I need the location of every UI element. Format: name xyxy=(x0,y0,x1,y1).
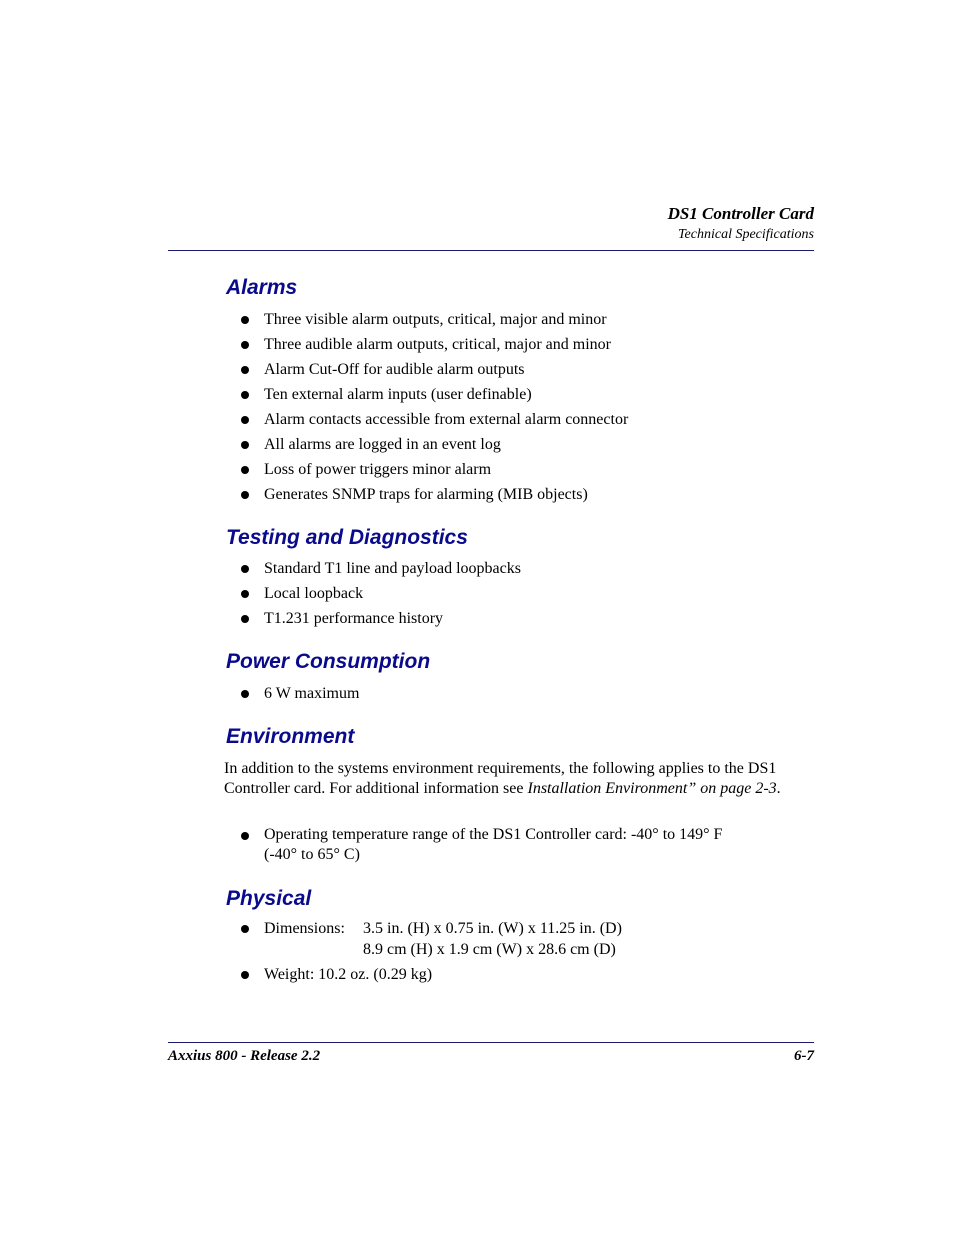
environment-heading: Environment xyxy=(226,725,355,748)
list-item xyxy=(240,407,800,432)
list-item-text: Loss of power triggers minor alarm xyxy=(264,461,492,478)
paragraph-end: . xyxy=(776,780,781,797)
environment-paragraph xyxy=(224,759,814,799)
physical-heading: Physical xyxy=(226,887,312,910)
list-item xyxy=(240,382,800,407)
list-item-text: Generates SNMP traps for alarming (MIB objects) xyxy=(264,486,588,503)
testing-heading: Testing and Diagnostics xyxy=(226,526,468,549)
header-title: DS1 Controller Card xyxy=(667,204,814,223)
list-item xyxy=(240,482,800,507)
dimensions-metric: 8.9 cm (H) x 1.9 cm (W) x 28.6 cm (D) xyxy=(363,941,616,958)
bullet-icon xyxy=(241,690,249,698)
dimensions-imperial: 3.5 in. (H) x 0.75 in. (W) x 11.25 in. (D) xyxy=(363,920,622,937)
bullet-icon xyxy=(241,416,249,424)
bullet-icon xyxy=(241,491,249,499)
bullet-icon xyxy=(241,466,249,474)
alarms-list xyxy=(240,307,800,507)
paragraph-text: In addition to the systems environment requirements, the following applies to the DS1 Controller card. For additional information see xyxy=(224,760,777,797)
temperature-celsius: (-40° to 65° C) xyxy=(264,846,360,863)
alarms-heading: Alarms xyxy=(226,276,298,299)
list-item xyxy=(240,332,800,357)
list-item-text: All alarms are logged in an event log xyxy=(264,436,501,453)
list-item xyxy=(240,581,800,606)
list-item xyxy=(240,825,800,865)
list-item-text: 6 W maximum xyxy=(264,685,360,702)
dimensions-spacer xyxy=(264,939,363,960)
power-heading: Power Consumption xyxy=(226,650,431,673)
bullet-icon xyxy=(241,971,249,979)
list-item-text: Ten external alarm inputs (user definable) xyxy=(264,386,532,403)
testing-list xyxy=(240,556,800,631)
list-item xyxy=(240,681,800,706)
environment-list xyxy=(240,825,800,865)
list-item-text: Alarm Cut-Off for audible alarm outputs xyxy=(264,361,525,378)
bullet-icon xyxy=(241,565,249,573)
footer-product: Axxius 800 - Release 2.2 xyxy=(168,1048,321,1064)
list-item xyxy=(240,962,800,987)
bullet-icon xyxy=(241,590,249,598)
weight-text: Weight: 10.2 oz. (0.29 kg) xyxy=(264,966,433,983)
list-item-text: Three audible alarm outputs, critical, major and minor xyxy=(264,336,611,353)
header-rule xyxy=(168,250,814,251)
list-item-text: Alarm contacts accessible from external alarm connector xyxy=(264,411,629,428)
footer-rule xyxy=(168,1042,814,1043)
list-item-text: T1.231 performance history xyxy=(264,610,444,627)
physical-list xyxy=(240,918,800,987)
list-item xyxy=(240,357,800,382)
bullet-icon xyxy=(241,832,249,840)
page-number: 6-7 xyxy=(794,1048,814,1064)
list-item xyxy=(240,606,800,631)
power-list xyxy=(240,681,800,706)
list-item-text: Standard T1 line and payload loopbacks xyxy=(264,560,521,577)
cross-reference: Installation Environment” on page 2-3 xyxy=(527,780,777,797)
dimensions-label: Dimensions: xyxy=(264,920,345,937)
dimensions-row-metric xyxy=(264,939,800,960)
list-item xyxy=(240,918,800,960)
list-item-text: Local loopback xyxy=(264,585,364,602)
list-item xyxy=(240,556,800,581)
bullet-icon xyxy=(241,366,249,374)
bullet-icon xyxy=(241,441,249,449)
list-item xyxy=(240,307,800,332)
bullet-icon xyxy=(241,316,249,324)
bullet-icon xyxy=(241,341,249,349)
list-item xyxy=(240,457,800,482)
bullet-icon xyxy=(241,615,249,623)
bullet-icon xyxy=(241,925,249,933)
header-subtitle: Technical Specifications xyxy=(678,227,814,242)
bullet-icon xyxy=(241,391,249,399)
list-item-text: Three visible alarm outputs, critical, major and minor xyxy=(264,311,607,328)
list-item xyxy=(240,432,800,457)
dimensions-row xyxy=(264,918,800,939)
temperature-fahrenheit: Operating temperature range of the DS1 Controller card: -40° to 149° F xyxy=(264,826,723,843)
running-header xyxy=(168,203,814,245)
